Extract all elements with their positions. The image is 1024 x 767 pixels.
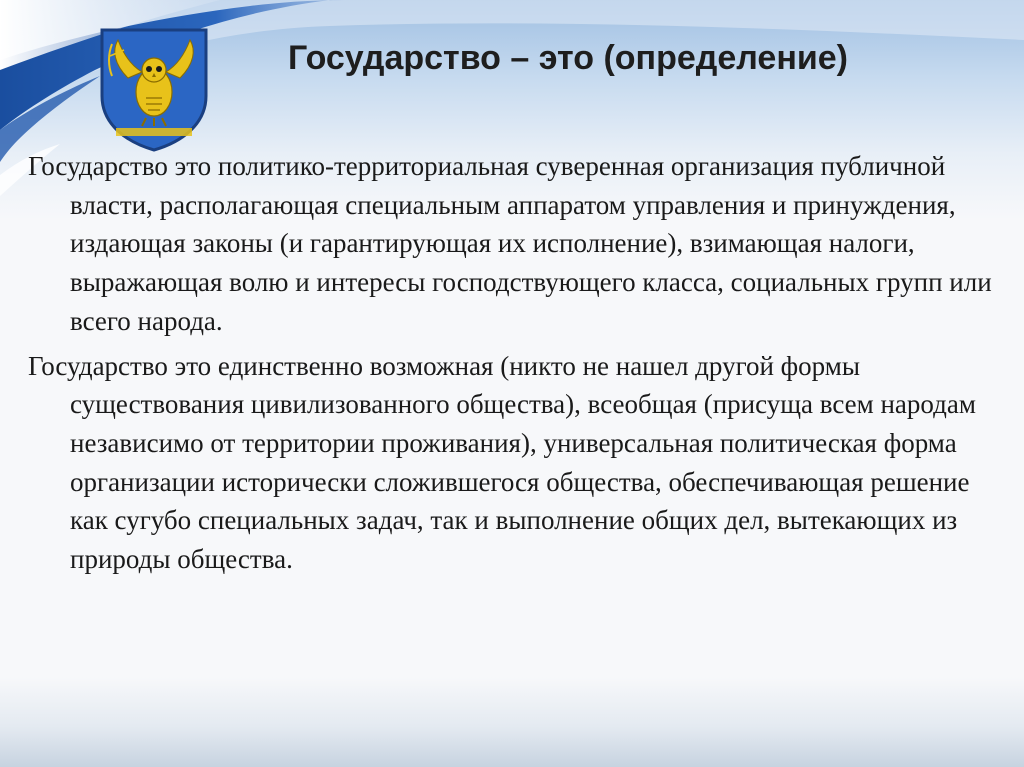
- coat-of-arms-icon: [98, 26, 210, 154]
- slide-title: Государство – это (определение): [288, 39, 848, 77]
- definition-list: [28, 147, 1003, 585]
- definition-paragraph-2: Государство это единственно возможная (никто не нашел другой формы существования цивилизованного общества), всеобщая (присуща всем народам независимо от территории проживания), универсальная политическая форма организации исторически сложившегося общества, обеспечивающая решение как сугубо специальных задач, так и выполнение общих дел, вытекающих из природы общества.: [28, 350, 976, 575]
- definition-paragraph-1: Государство это политико-территориальная суверенная организация публичной власти, располагающая специальным аппаратом управления и принуждения, издающая законы (и гарантирующая их исполнение), взимающая налоги, выражающая волю и интересы господствующего класса, социальных групп или всего народа.: [28, 151, 992, 336]
